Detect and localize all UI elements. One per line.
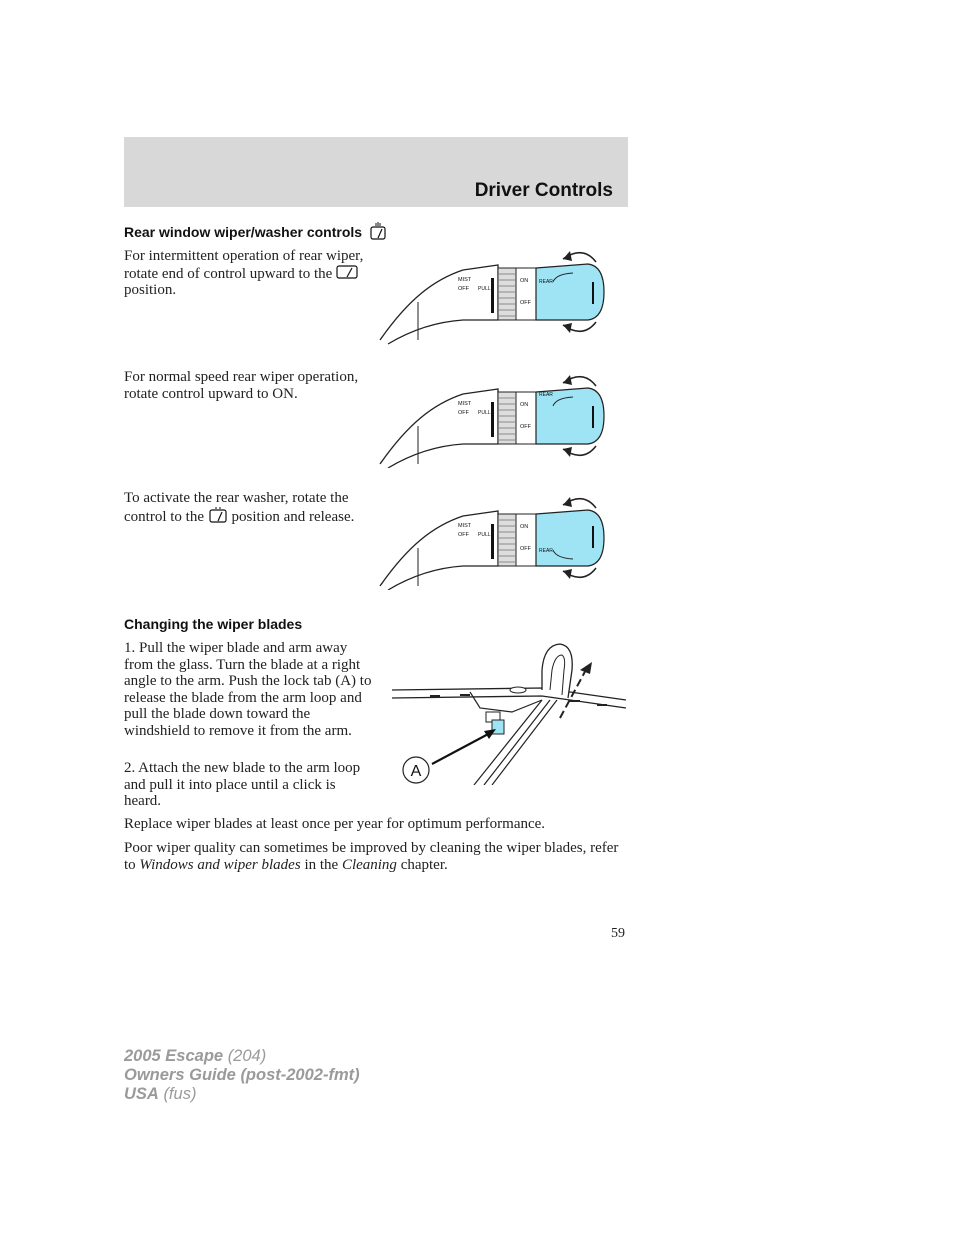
footer-model: 2005 Escape [124,1047,224,1065]
blade-step-2: 2. Attach the new blade to the arm loop and pull it into place until a click is heard. [124,760,361,809]
wiper-stalk-figure-intermittent [378,240,628,345]
rear-washer-text [124,490,369,525]
rear-washer-icon [369,222,387,242]
section-heading-wiper-blades: Changing the wiper blades [124,616,303,632]
footer-model-code: (204) [227,1047,267,1065]
stalk-label-off: OFF [458,286,469,292]
rear-wiper-intermittent-text [124,248,374,299]
document-footer [124,1047,360,1104]
wiper-stalk-figure-washer [378,490,628,590]
stalk-label-off: OFF [458,532,469,538]
replace-blades-text: Replace wiper blades at least once per year for optimum performance. [124,816,546,832]
footer-market: USA [124,1085,159,1103]
stalk-label-mist: MIST [458,401,472,407]
footer-line-2 [124,1066,360,1085]
page-number: 59 [611,926,625,941]
stalk-label-rear: REAR [539,392,553,398]
stalk-label-pull: PULL [478,286,491,292]
stalk-label-on: ON [520,278,529,284]
text-run: For intermittent operation of rear wiper, rotate end of control upward to the [124,248,364,282]
text-run: To activate the rear washer, rotate the control to the [124,490,349,525]
wiper-stalk-figure-on [378,368,628,468]
callout-a-label: A [410,763,422,780]
stalk-label-rear: REAR [539,279,553,285]
text-run: in the [304,856,339,873]
stalk-label-mist: MIST [458,277,472,283]
stalk-label-pull: PULL [478,532,491,538]
rear-washer-icon [208,507,228,524]
rear-wiper-normal-text: For normal speed rear wiper operation, rotate control upward to ON. [124,369,359,402]
chapter-header-band [124,137,628,207]
footer-line-3 [124,1085,360,1104]
blade-step-1: 1. Pull the wiper blade and arm away from the glass. Turn the blade at a right angle to the arm. Push the lock tab (A) to release the blade from the arm loop and pull the blade down toward the windshield to remove it from the arm. [124,640,372,739]
stalk-label-rear: REAR [539,548,553,554]
text-run: position and release. [231,508,355,525]
stalk-label-on: ON [520,524,529,530]
stalk-label-pull: PULL [478,410,491,416]
footer-guide: Owners Guide (post-2002-fmt) [124,1066,360,1084]
stalk-label-off2: OFF [520,546,531,552]
footer-line-1 [124,1047,360,1066]
text-run: chapter. [400,856,448,873]
section-heading-rear-wiper [124,222,387,242]
text-run: position. [124,282,177,298]
cross-reference-cleaning-chapter: Cleaning [341,856,397,873]
rear-wiper-icon [336,265,358,281]
stalk-label-on: ON [520,402,529,408]
stalk-label-off2: OFF [520,424,531,430]
stalk-label-off: OFF [458,410,469,416]
wiper-quality-text [124,840,629,873]
footer-market-code: (fus) [163,1085,197,1103]
chapter-title: Driver Controls [474,180,613,201]
text-run: Poor wiper quality can sometimes be improved by cleaning the wiper blades, refer to [124,840,619,873]
stalk-label-mist: MIST [458,523,472,529]
section-heading-text: Rear window wiper/washer controls [124,224,363,240]
wiper-blade-figure [392,640,628,785]
stalk-label-off2: OFF [520,300,531,306]
cross-reference-windows-wiper-blades: Windows and wiper blades [139,856,301,873]
